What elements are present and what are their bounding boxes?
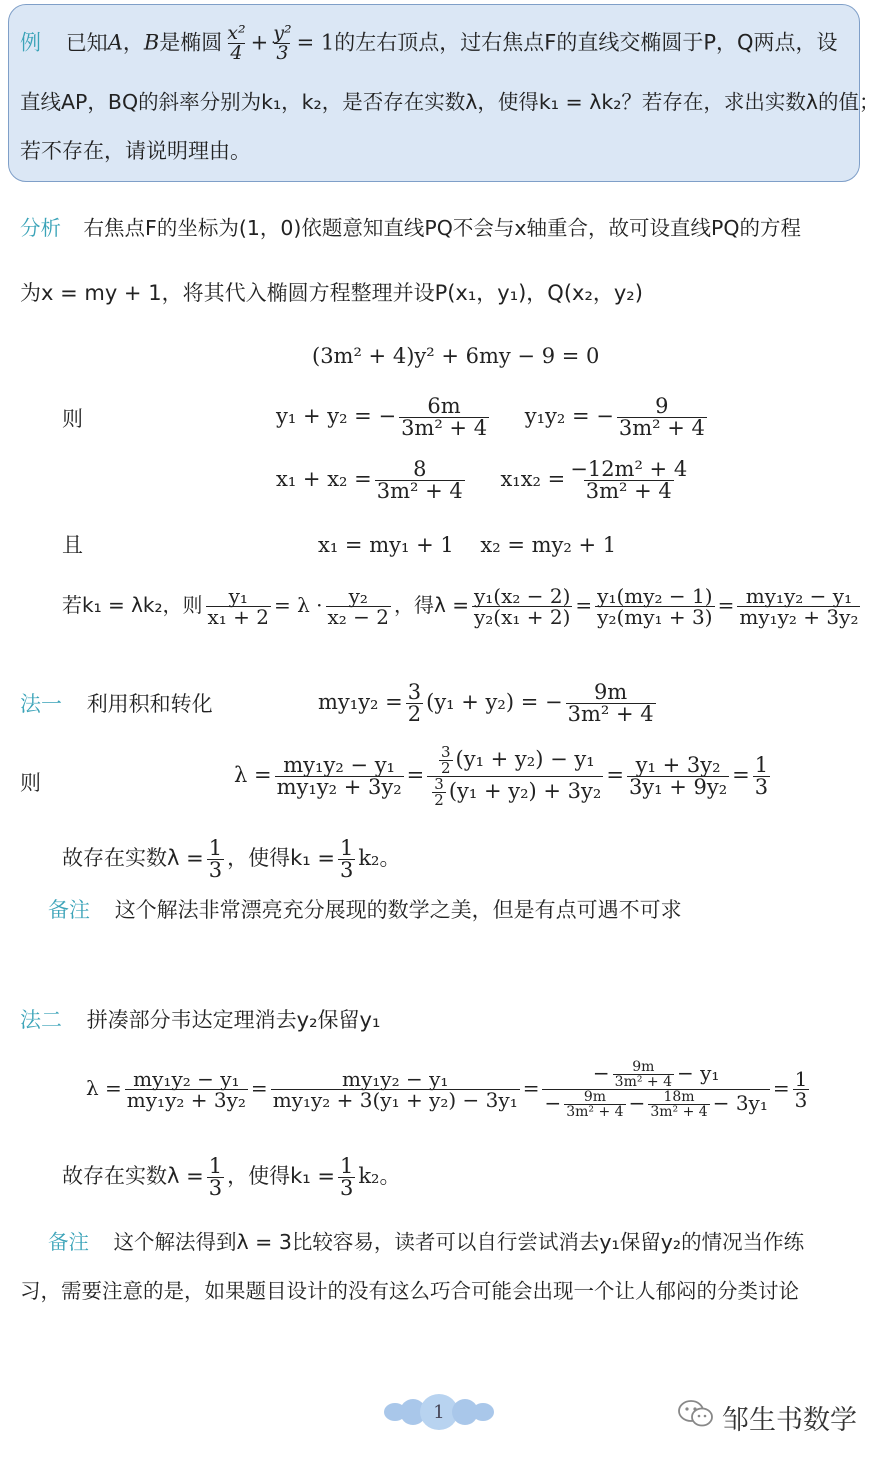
if-text: 若k₁ = λk₂，则: [62, 593, 203, 617]
point-a: A: [107, 30, 123, 55]
analysis-line-1: [20, 218, 801, 239]
lambda-fraction-d: $\frac{1}{3}$: [754, 753, 769, 799]
one-third-fraction: $\frac{1}{3}$: [208, 836, 223, 882]
example-line-1: [20, 24, 838, 63]
lambda2-fraction-a: $\frac{\text{my₁y₂ − y₁}}{\text{my₁y₂ + 3y₂}}$: [126, 1067, 246, 1112]
note-text: 这个解法非常漂亮充分展现的数学之美，但是有点可遇不可求: [114, 898, 682, 922]
equals: =: [406, 763, 425, 787]
example-intro: 已知: [65, 30, 108, 55]
one-third-fraction: $\frac{1}{3}$: [339, 836, 354, 882]
then-label-1: 则: [62, 407, 83, 431]
then-label-2: 则: [20, 771, 41, 795]
method2-title: 拼凑部分韦达定理消去y₂保留y₁: [86, 1008, 381, 1032]
equation-rhs: = 1: [296, 30, 335, 55]
lambda-derivation-row: [62, 586, 863, 627]
lambda-fraction-c: $\frac{\text{y₁ + 3y₂}}{\text{3y₁ + 9y₂}}$: [628, 753, 728, 799]
note-label: 备注: [48, 1230, 89, 1254]
analysis-line-2: 为x = my + 1，将其代入椭圆方程整理并设P(x₁，y₁)，Q(x₂，y₂): [20, 281, 643, 305]
page-number: 1: [433, 1402, 445, 1423]
analysis-text-1: 右焦点F的坐标为(1，0)依题意知直线PQ不会与x轴重合，故可设直线PQ的方程: [83, 216, 802, 240]
method1-note: [48, 900, 682, 921]
ellipse-fraction-x: $\frac{\text{x²}}{4}$: [227, 22, 246, 64]
plus-sign: +: [250, 30, 269, 55]
conclusion-mid: ，使得k₁ =: [227, 846, 335, 870]
wechat-icon: [676, 1399, 716, 1429]
analysis-label: 分析: [20, 216, 61, 240]
vieta-x-row: [276, 459, 692, 502]
one-third-fraction: $\frac{1}{3}$: [208, 1154, 223, 1200]
one-third-fraction: $\frac{1}{3}$: [339, 1154, 354, 1200]
lambda-eq: λ =: [234, 763, 272, 787]
equals: =: [732, 763, 750, 787]
prod-x-lhs: x₁x₂ =: [500, 467, 566, 491]
conclusion-pre: 故存在实数λ =: [62, 846, 204, 870]
lambda-eq: λ =: [86, 1076, 122, 1100]
example-line-2: 直线AP，BQ的斜率分别为k₁，k₂，是否存在实数λ，使得k₁ = λk₂？若存在，求出实数λ的值；: [20, 90, 880, 114]
conclusion-pre: 故存在实数λ =: [62, 1164, 204, 1188]
sum-x-lhs: x₁ + x₂ =: [276, 467, 372, 491]
method1-heading: [20, 694, 213, 715]
method2-note-line-1: [48, 1232, 804, 1253]
ratio-5: $\frac{\text{my₁y₂ − y₁}}{\text{my₁y₂ + 3y₂}}$: [739, 584, 859, 629]
equals: =: [522, 1076, 540, 1100]
lambda2-fraction-c: − $\frac{9m}{\text{3m² + 4}}$ − y₁ − $\frac{9m}{\text{3m² + 4}}$ − $\frac{18m}{\text{3m² + 4}}$ − 3y₁: [544, 1059, 768, 1120]
method2-label: 法二: [20, 1008, 62, 1032]
prod-y-lhs: y₁y₂ = −: [524, 404, 614, 428]
quadratic-equation: (3m² + 4)y² + 6my − 9 = 0: [312, 344, 600, 368]
equals: =: [575, 593, 593, 617]
sum-y-fraction: $\frac{6m}{\text{3m² + 4}}$: [401, 394, 488, 440]
note-text-1: 这个解法得到λ = 3比较容易，读者可以自行尝试消去y₁保留y₂的情况当作练: [113, 1230, 805, 1254]
example-label: 例: [20, 30, 41, 55]
is-ellipse-text: 是椭圆: [159, 30, 223, 55]
lambda-fraction-a: $\frac{\text{my₁y₂ − y₁}}{\text{my₁y₂ + 3y₂}}$: [276, 753, 402, 799]
ratio-4: $\frac{\text{y₁(my₂ − 1)}}{\text{y₂(my₁ + 3)}}$: [597, 584, 713, 629]
ratio-2: $\frac{\text{y₂}}{\text{x₂ − 2}}$: [327, 584, 390, 629]
ratio-3: $\frac{\text{y₁(x₂ − 2)}}{\text{y₂(x₁ + 2)}}$: [473, 584, 571, 629]
three-halves-fraction: $\frac{3}{2}$: [407, 680, 422, 726]
method1-label: 法一: [20, 692, 62, 716]
sum-x-fraction: $\frac{8}{\text{3m² + 4}}$: [376, 457, 463, 503]
product-lhs: my₁y₂ =: [318, 690, 403, 714]
method1-conclusion: [62, 838, 400, 881]
example-line-3: 若不存在，请说明理由。: [20, 139, 251, 163]
lambda2-fraction-b: $\frac{\text{my₁y₂ − y₁}}{\text{my₁y₂ + 3(y₁ + y₂) − 3y₁}}$: [272, 1067, 518, 1112]
equals: =: [606, 763, 624, 787]
method2-lambda-row: [86, 1060, 812, 1119]
point-b: B: [143, 30, 160, 55]
ellipse-fraction-y: $\frac{\text{y²}}{3}$: [273, 22, 292, 64]
method2-conclusion: [62, 1156, 400, 1199]
get-lambda: ，得λ =: [394, 593, 469, 617]
conclusion-mid: ，使得k₁ =: [227, 1164, 335, 1188]
ratio-1: $\frac{\text{y₁}}{\text{x₁ + 2}}$: [207, 584, 270, 629]
method1-product-row: [318, 682, 659, 725]
page-number-badge: [384, 1394, 496, 1430]
sum-y-lhs: y₁ + y₂ = −: [276, 404, 397, 428]
example-line-1-rest: 的左右顶点，过右焦点F的直线交椭圆于P，Q两点，设: [334, 30, 838, 55]
method1-lambda-row: [234, 745, 773, 808]
equals: =: [772, 1076, 790, 1100]
brand-name: 邹生书数学: [722, 1405, 857, 1436]
prod-y-fraction: $\frac{9}{\text{3m² + 4}}$: [618, 394, 705, 440]
equals: =: [250, 1076, 268, 1100]
conclusion-end: k₂。: [358, 1164, 401, 1188]
lambda2-fraction-d: $\frac{1}{3}$: [794, 1067, 808, 1112]
method1-title: 利用积和转化: [86, 692, 213, 716]
equals: =: [717, 593, 735, 617]
nine-m-fraction: $\frac{9m}{\text{3m² + 4}}$: [567, 680, 654, 726]
prod-x-fraction: $\frac{\text{−12m² + 4}}{\text{3m² + 4}}$: [570, 457, 688, 503]
method2-heading: [20, 1010, 380, 1031]
eq-lambda: = λ ·: [274, 593, 323, 617]
conclusion-end: k₂。: [358, 846, 401, 870]
lambda-fraction-b: $\frac{3}{2}$ (y₁ + y₂) − y₁ $\frac{3}{2}$ (y₁ + y₂) + 3y₂: [427, 745, 603, 808]
and-label: 且: [62, 533, 83, 557]
vieta-y-row: [276, 396, 710, 439]
x-relations: x₁ = my₁ + 1 x₂ = my₂ + 1: [318, 533, 617, 557]
note-label: 备注: [48, 898, 90, 922]
product-mid: (y₁ + y₂) = −: [426, 690, 563, 714]
method2-note-line-2: 习，需要注意的是，如果题目设计的没有这么巧合可能会出现一个让人郁闷的分类讨论: [20, 1279, 799, 1303]
comma: ，: [122, 30, 144, 55]
